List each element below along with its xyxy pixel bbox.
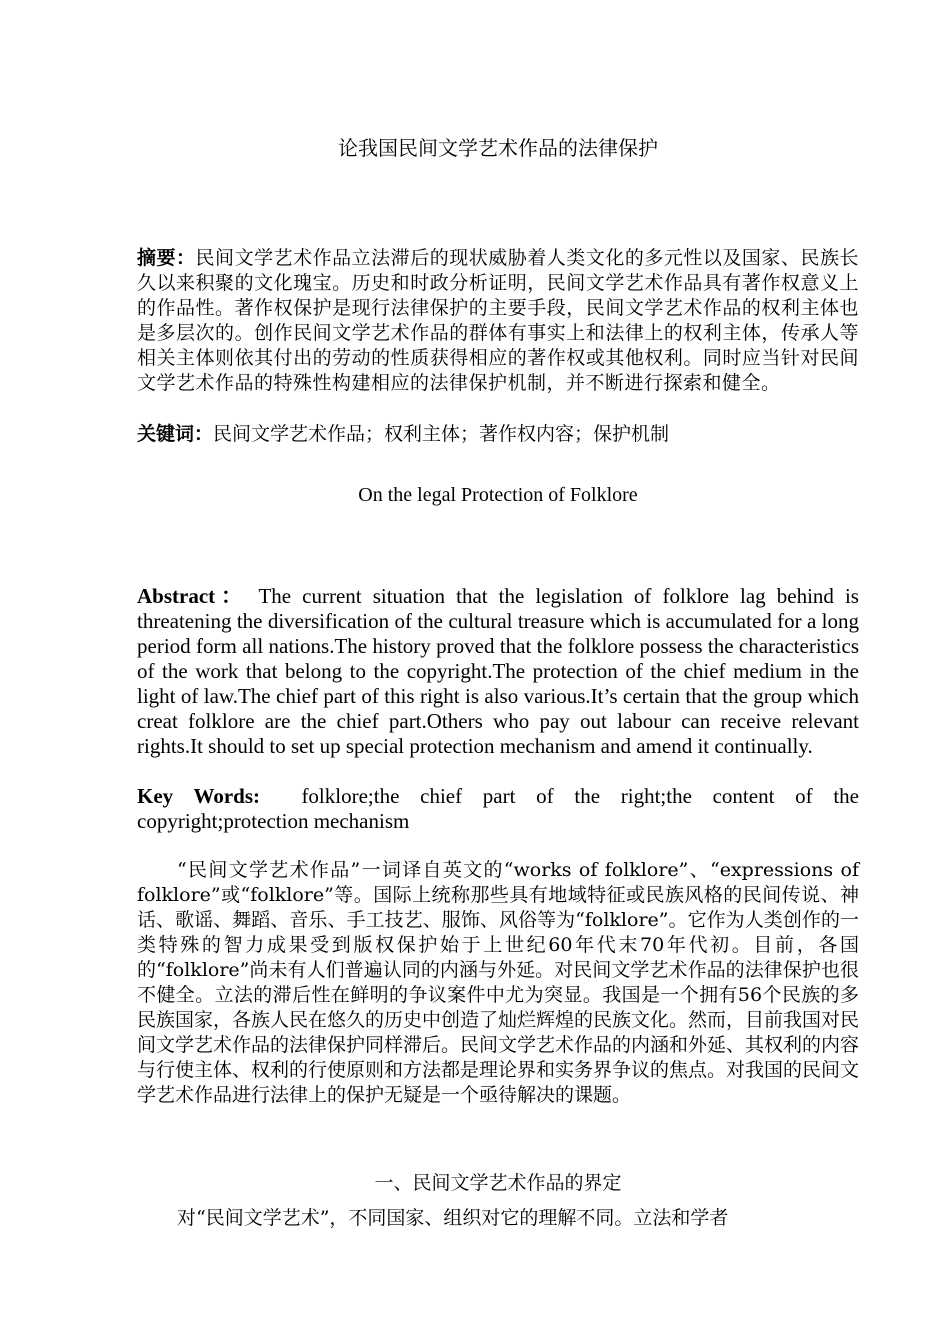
body-paragraph-1: “民间文学艺术作品”一词译自英文的“works of folklore”、“expressions of folklore”或“folklore”等。国际上统称那些具有地域特征或民族风格的民间传说、神话、歌谣、舞蹈、音乐、手工技艺、服饰、风俗等为“folklore”。它作为人类创作的一类特殊的智力成果受到版权保护始于上世纪60年代末70年代初。目前，各国的“folklore”尚未有人们普遍认同的内涵与外延。对民间文学艺术作品的法律保护也很不健全。立法的滞后性在鲜明的争议案件中尤为突显。我国是一个拥有56个民族的多民族国家，各族人民在悠久的历史中创造了灿烂辉煌的民族文化。然而，目前我国对民间文学艺术作品的法律保护同样滞后。民间文学艺术作品的内涵和外延、其权利的内容与行使主体、权利的行使原则和方法都是理论界和实务界争议的焦点。对我国的民间文学艺术作品进行法律上的保护无疑是一个亟待解决的课题。 (137, 859, 860, 1106)
section-heading-1: 一、民间文学艺术作品的界定 (374, 1172, 622, 1194)
chinese-abstract (137, 246, 859, 396)
english-keywords-label: Key Words: (137, 784, 260, 808)
chinese-keywords-text: 民间文学艺术作品；权利主体；著作权内容；保护机制 (213, 423, 670, 445)
chinese-keywords-label: 关键词： (137, 423, 214, 445)
chinese-keywords (137, 422, 859, 447)
english-title: On the legal Protection of Folklore (358, 484, 638, 506)
english-keywords (137, 784, 859, 834)
english-abstract (137, 584, 859, 759)
english-abstract-label: Abstract： (137, 584, 248, 608)
chinese-title: 论我国民间文学艺术作品的法律保护 (338, 136, 658, 160)
english-keywords-text: folklore;the chief part of the right;the content of the copyright;protection mechanism (137, 784, 859, 833)
english-abstract-text: The current situation that the legislation of folklore lag behind is threatening the diversification of the cultural treasure which is accumulated for a long period form all nations.The history proved that the folklore possess the characteristics of the work that belong to the copyright.The protection of the chief medium in the light of law.The chief part of this right is also various.It’s certain that the group which creat folklore are the chief part.Others who pay out labour can receive relevant rights.It should to set up special protection mechanism and amend it continually. (137, 584, 859, 758)
chinese-abstract-label: 摘要： (137, 247, 196, 269)
body-paragraph-2: 对“民间文学艺术”，不同国家、组织对它的理解不同。立法和学者 (177, 1207, 729, 1229)
chinese-abstract-text: 民间文学艺术作品立法滞后的现状威胁着人类文化的多元性以及国家、民族长久以来积聚的文化瑰宝。历史和时政分析证明，民间文学艺术作品具有著作权意义上的作品性。著作权保护是现行法律保护的主要手段，民间文学艺术作品的权利主体也是多层次的。创作民间文学艺术作品的群体有事实上和法律上的权利主体，传承人等相关主体则依其付出的劳动的性质获得相应的著作权或其他权利。同时应当针对民间文学艺术作品的特殊性构建相应的法律保护机制，并不断进行探索和健全。 (137, 247, 859, 394)
